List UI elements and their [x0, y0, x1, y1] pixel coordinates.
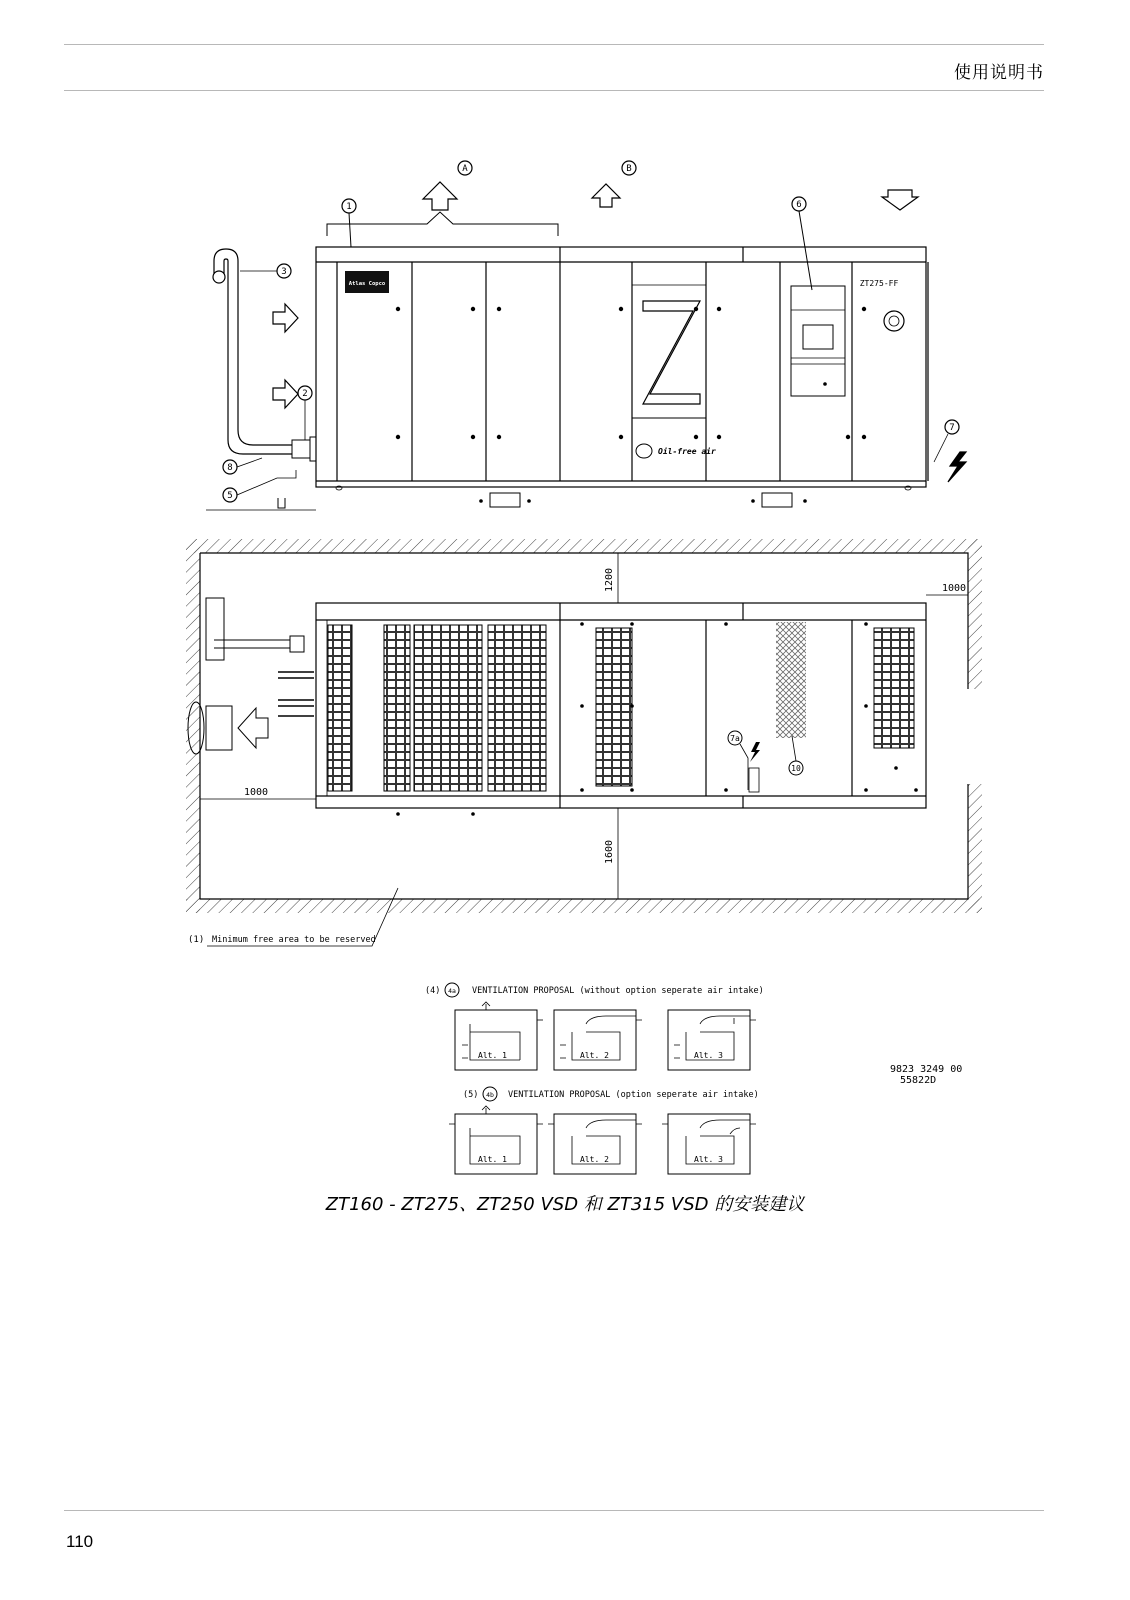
arrow-right-icon [273, 380, 298, 408]
svg-text:Atlas Copco: Atlas Copco [348, 281, 386, 287]
vent-5-badge: 4b [486, 1091, 494, 1099]
alt-label: Alt. 2 [580, 1051, 609, 1060]
room-walls [186, 539, 982, 913]
vent-4-number: (4) [425, 986, 441, 996]
footer-rule [64, 1510, 1044, 1511]
callout-label: B [626, 164, 632, 174]
dimension-right: 1000 [942, 583, 967, 594]
callout-label: 3 [281, 267, 287, 277]
arrow-up-icon [592, 184, 620, 207]
dimension-top: 1200 [604, 567, 615, 592]
figure-caption: ZT160 - ZT275、ZT250 VSD 和 ZT315 VSD 的安装建议 [325, 1194, 805, 1215]
top-view [188, 553, 968, 946]
callout-label: 6 [796, 200, 802, 210]
alt-label: Alt. 3 [694, 1155, 723, 1164]
callout-label: 1 [346, 202, 352, 212]
vent-4-badge: 4a [448, 987, 456, 995]
arrow-up-icon [423, 182, 457, 210]
note-text: Minimum free area to be reserved [212, 935, 376, 945]
callout-label: 7 [949, 423, 955, 433]
emergency-stop-icon [884, 311, 904, 331]
note-number: (1) [188, 935, 205, 945]
vent-4-text: VENTILATION PROPOSAL (without option seperate air intake) [472, 986, 764, 996]
alt-label: Alt. 1 [478, 1051, 507, 1060]
vent-5-text: VENTILATION PROPOSAL (option seperate air intake) [508, 1090, 759, 1100]
callout-label: 2 [302, 389, 308, 399]
callout-label: 7a [730, 734, 740, 743]
dimension-left: 1000 [244, 787, 269, 798]
fastener-dots [396, 307, 866, 503]
alt-label: Alt. 3 [694, 1051, 723, 1060]
lightning-icon [750, 742, 760, 762]
doc-code: 55822D [900, 1075, 937, 1086]
brand-logo [345, 271, 389, 293]
callout-label: 8 [227, 463, 233, 473]
alt-label: Alt. 1 [478, 1155, 507, 1164]
oil-free-badge [636, 444, 716, 458]
arrow-right-icon [273, 304, 298, 332]
svg-text:Oil-free air: Oil-free air [658, 447, 716, 456]
header-title: 使用说明书 [954, 63, 1044, 83]
lightning-icon [948, 452, 966, 482]
model-label: ZT275-FF [859, 279, 899, 288]
dimension-bottom: 1600 [604, 839, 615, 864]
front-view [206, 161, 966, 510]
arrow-left-icon [238, 708, 268, 748]
page-number: 110 [66, 1532, 94, 1551]
callout-label: A [462, 164, 468, 174]
vent-5-number: (5) [463, 1090, 479, 1100]
alt-label: Alt. 2 [580, 1155, 609, 1164]
callout-label: 5 [227, 491, 233, 501]
callout-label: 10 [791, 764, 801, 773]
doc-number: 9823 3249 00 [890, 1064, 963, 1075]
arrow-down-icon [882, 190, 918, 210]
